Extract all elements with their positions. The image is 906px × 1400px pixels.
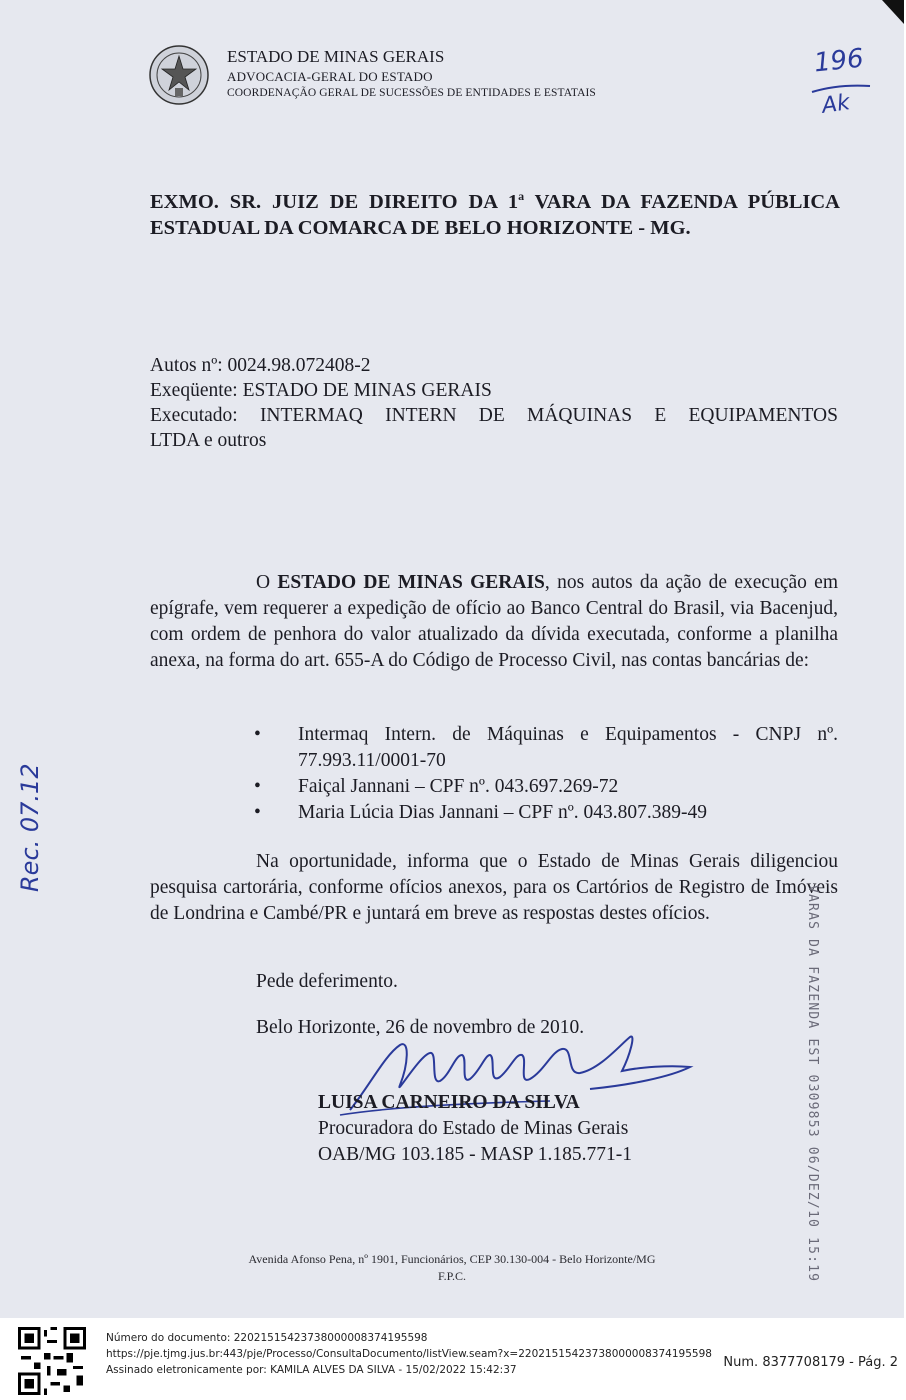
addressee-line-1: EXMO. SR. JUIZ DE DIREITO DA 1$^a$ VARA DA FAZENDA PÚBLICA bbox=[150, 189, 840, 213]
folio-number: 196 bbox=[812, 43, 866, 79]
qr-code-icon[interactable] bbox=[18, 1327, 86, 1395]
place-date: Belo Horizonte, 26 de novembro de 2010. bbox=[256, 1017, 585, 1038]
footer-initials: F.P.C. bbox=[437, 1269, 467, 1283]
list-item: • Maria Lúcia Dias Jannani – CPF nº. 043.807.389-49 bbox=[254, 800, 838, 826]
document-number: Número do documento: 22021515423738000008374195598 bbox=[106, 1332, 428, 1344]
signatory bbox=[318, 1090, 632, 1168]
case-defendant-cont: LTDA e outros bbox=[150, 430, 267, 451]
case-number: Autos nº: 0024.98.072408-2 bbox=[150, 355, 371, 376]
folio-underline-icon bbox=[808, 80, 878, 100]
signed-by: Assinado eletronicamente por: KAMILA ALVES DA SILVA - 15/02/2022 15:42:37 bbox=[106, 1364, 517, 1376]
letterhead-footer bbox=[0, 1251, 904, 1285]
bullet-icon: • bbox=[254, 724, 261, 745]
document-page-number: Num. 8377708179 - Pág. 2 bbox=[723, 1355, 898, 1370]
letterhead-state: ESTADO DE MINAS GERAIS bbox=[227, 47, 445, 66]
list-item: • Intermaq Intern. de Máquinas e Equipamentos - CNPJ nº. 77.993.11/0001-70 bbox=[254, 724, 838, 771]
account-list bbox=[254, 722, 838, 826]
case-info bbox=[150, 353, 838, 453]
letterhead-agency: ADVOCACIA-GERAL DO ESTADO bbox=[227, 69, 433, 84]
addressee-line-2: ESTADUAL DA COMARCA DE BELO HORIZONTE - MG. bbox=[150, 216, 691, 239]
bullet-icon: • bbox=[254, 802, 261, 823]
margin-annotation: Rec. 07.12 bbox=[16, 763, 44, 892]
folio-mark bbox=[808, 40, 878, 130]
document-url[interactable]: https://pje.tjmg.jus.br:443/pje/Processo/ConsultaDocumento/listView.seam?x=22021515423738000008374195598 bbox=[106, 1348, 712, 1360]
letterhead-department: COORDENAÇÃO GERAL DE SUCESSÕES DE ENTIDADES E ESTATAIS bbox=[227, 87, 596, 99]
page-corner bbox=[882, 0, 904, 24]
case-plaintiff: Exeqüente: ESTADO DE MINAS GERAIS bbox=[150, 380, 492, 401]
list-item: • Faiçal Jannani – CPF nº. 043.697.269-72 bbox=[254, 774, 838, 800]
electronic-signature-info bbox=[106, 1330, 712, 1378]
request-paragraph: O ESTADO DE MINAS GERAIS, nos autos da ação de execução em epígrafe, vem requerer a expedição de ofício ao Banco Central do Brasil, via Bacenjud, com ordem de penhora do valor atualizado da dívida executada, conforme a planilha anexa, na forma do art. 655-A do Código de Processo Civil, nas contas bancárias de: bbox=[150, 572, 839, 671]
bullet-icon: • bbox=[254, 776, 261, 797]
footer-address: Avenida Afonso Pena, nº 1901, Funcionários, CEP 30.130-004 - Belo Horizonte/MG bbox=[248, 1252, 656, 1266]
closing: Pede deferimento. bbox=[256, 971, 398, 992]
signatory-role: Procuradora do Estado de Minas Gerais bbox=[318, 1118, 629, 1139]
protocol-stamp: VARAS DA FAZENDA EST 0309853 06/DEZ/10 15:19 bbox=[805, 885, 820, 1283]
signatory-name: LUISA CARNEIRO DA SILVA bbox=[318, 1092, 580, 1113]
addressee bbox=[150, 183, 840, 241]
state-coat-of-arms-icon bbox=[148, 44, 210, 106]
case-defendant: Executado: INTERMAQ INTERN DE MÁQUINAS E EQUIPAMENTOS bbox=[150, 405, 838, 426]
letterhead bbox=[227, 48, 596, 100]
folio-initials: Ak bbox=[820, 90, 852, 119]
notice-paragraph: Na oportunidade, informa que o Estado de Minas Gerais diligenciou pesquisa cartorária, conforme ofícios anexos, para os Cartórios de Registro de Imóveis de Londrina e Cambé/PR e juntará em breve as respostas destes ofícios. bbox=[150, 851, 838, 924]
signatory-registration: OAB/MG 103.185 - MASP 1.185.771-1 bbox=[318, 1144, 633, 1165]
